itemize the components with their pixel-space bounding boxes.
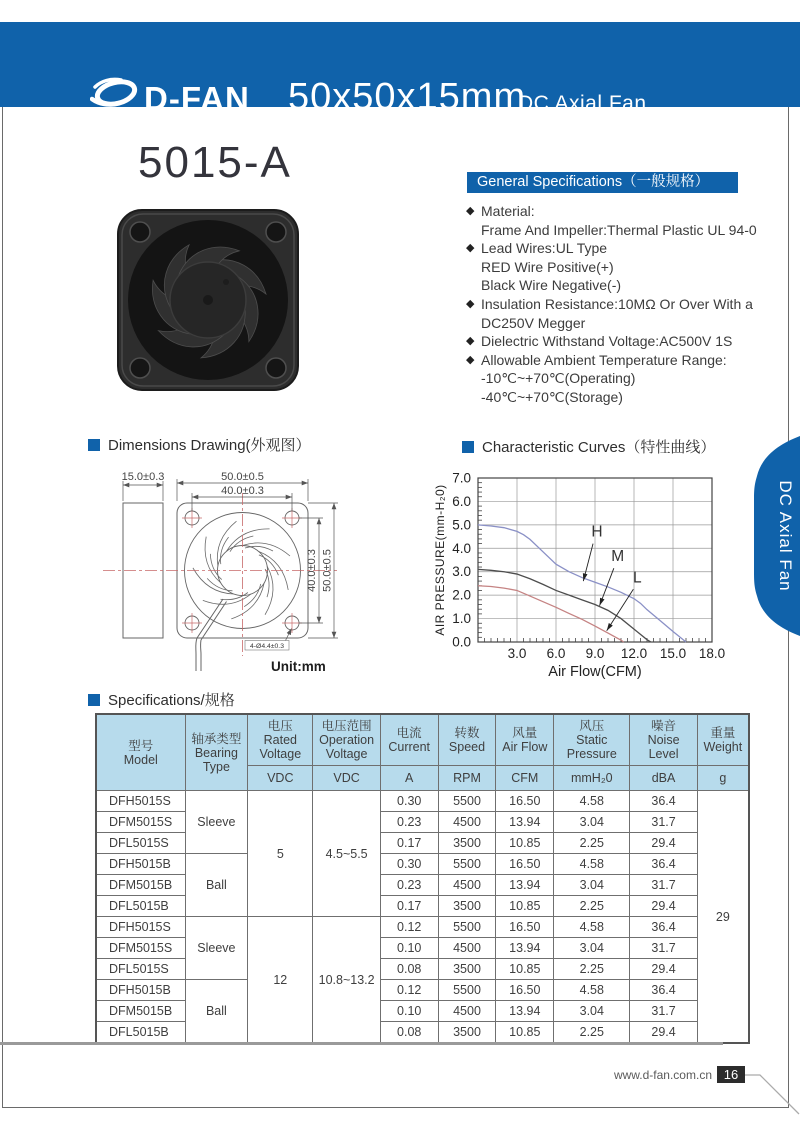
table-cell: 0.30 bbox=[380, 854, 438, 875]
spec-line: ◆ Allowable Ambient Temperature Range: bbox=[466, 351, 727, 368]
chart-gridlines bbox=[478, 478, 712, 642]
table-cell: 29.4 bbox=[630, 896, 697, 917]
svg-text:7.0: 7.0 bbox=[452, 470, 471, 486]
svg-text:6.0: 6.0 bbox=[546, 646, 566, 661]
table-cell: 31.7 bbox=[630, 812, 697, 833]
column-header: 电流 Current bbox=[380, 714, 438, 766]
section-square-icon bbox=[88, 439, 100, 451]
table-cell: 5 bbox=[248, 791, 313, 917]
spec-line: ◆ Material: bbox=[466, 203, 535, 219]
svg-text:3.0: 3.0 bbox=[507, 646, 527, 661]
table-cell: 2.25 bbox=[554, 1022, 630, 1044]
table-cell: 3.04 bbox=[554, 938, 630, 959]
chart-minor-ticks bbox=[478, 483, 706, 642]
section-specifications: Specifications/规格 bbox=[88, 689, 235, 710]
table-row bbox=[96, 980, 749, 1001]
table-cell: 36.4 bbox=[630, 980, 697, 1001]
brand-logo-icon bbox=[90, 74, 142, 110]
table-cell: 0.23 bbox=[380, 875, 438, 896]
unit-header: g bbox=[697, 766, 749, 791]
unit-header: A bbox=[380, 766, 438, 791]
table-cell: 3500 bbox=[438, 1022, 496, 1044]
page-curl-decoration bbox=[744, 1064, 800, 1124]
spec-line: ◆ Lead Wires:UL Type bbox=[466, 240, 608, 257]
table-cell: 0.08 bbox=[380, 1022, 438, 1044]
table-cell: 31.7 bbox=[630, 938, 697, 959]
footer-rule bbox=[0, 1042, 723, 1045]
table-cell: DFL5015S bbox=[96, 833, 185, 854]
unit-header: RPM bbox=[438, 766, 496, 791]
table-cell: 0.12 bbox=[380, 917, 438, 938]
spec-line: Frame And Impeller:Thermal Plastic UL 94-0 bbox=[481, 221, 757, 238]
svg-text:18.0: 18.0 bbox=[698, 646, 726, 661]
model-title: 5015-A bbox=[138, 138, 292, 187]
table-cell: 13.94 bbox=[496, 812, 554, 833]
table-cell: 12 bbox=[248, 917, 313, 1044]
table-cell: 5500 bbox=[438, 854, 496, 875]
table-cell: 0.12 bbox=[380, 980, 438, 1001]
table-cell: DFM5015S bbox=[96, 812, 185, 833]
table-cell: 29.4 bbox=[630, 833, 697, 854]
table-cell: 16.50 bbox=[496, 980, 554, 1001]
table-cell: 10.85 bbox=[496, 1022, 554, 1044]
table-cell: 5500 bbox=[438, 791, 496, 812]
fan-product-photo bbox=[116, 206, 300, 399]
table-cell: 10.85 bbox=[496, 959, 554, 980]
table-cell: 4.5~5.5 bbox=[313, 791, 380, 917]
table-cell: 36.4 bbox=[630, 917, 697, 938]
table-cell: 16.50 bbox=[496, 791, 554, 812]
table-cell: DFH5015S bbox=[96, 791, 185, 812]
column-header: 电压 Rated Voltage bbox=[248, 714, 313, 766]
table-body bbox=[96, 791, 749, 1044]
table-cell: 3500 bbox=[438, 959, 496, 980]
table-cell: 4500 bbox=[438, 812, 496, 833]
table-cell: 0.10 bbox=[380, 938, 438, 959]
table-cell: 4.58 bbox=[554, 917, 630, 938]
spec-line: RED Wire Positive(+) bbox=[481, 258, 614, 275]
table-cell: 0.30 bbox=[380, 791, 438, 812]
table-cell: 3500 bbox=[438, 896, 496, 917]
table-cell: 16.50 bbox=[496, 854, 554, 875]
svg-text:3.0: 3.0 bbox=[452, 564, 471, 580]
table-cell: 0.17 bbox=[380, 896, 438, 917]
spec-line: Black Wire Negative(-) bbox=[481, 277, 622, 294]
table-cell: 29.4 bbox=[630, 959, 697, 980]
brand-name: D-FAN bbox=[144, 80, 250, 117]
table-cell: 10.85 bbox=[496, 833, 554, 854]
table-header bbox=[96, 714, 749, 791]
svg-text:6.0: 6.0 bbox=[452, 493, 471, 509]
table-cell: DFM5015S bbox=[96, 938, 185, 959]
table-cell: 29 bbox=[697, 791, 749, 1044]
table-cell: DFM5015B bbox=[96, 1001, 185, 1022]
spec-line: DC250V Megger bbox=[481, 314, 586, 331]
table-cell: DFL5015S bbox=[96, 959, 185, 980]
page-subtitle: DC Axial Fan bbox=[518, 92, 647, 115]
column-header: 风压 Static Pressure bbox=[554, 714, 630, 766]
svg-text:4.0: 4.0 bbox=[452, 540, 471, 556]
table-cell: 3.04 bbox=[554, 812, 630, 833]
unit-header: dBA bbox=[630, 766, 697, 791]
column-header: 型号 Model bbox=[96, 714, 185, 791]
table-cell: DFL5015B bbox=[96, 1022, 185, 1044]
series-label-L: L bbox=[632, 569, 642, 587]
section-dimensions: Dimensions Drawing(外观图） bbox=[88, 434, 311, 455]
table-cell: 0.10 bbox=[380, 1001, 438, 1022]
table-cell: 10.85 bbox=[496, 896, 554, 917]
table-cell: DFL5015B bbox=[96, 896, 185, 917]
spec-line: ◆ Insulation Resistance:10MΩ Or Over With a bbox=[466, 295, 753, 312]
table-cell: 13.94 bbox=[496, 875, 554, 896]
table-cell: DFM5015B bbox=[96, 875, 185, 896]
page-title: 50x50x15mm bbox=[288, 76, 527, 118]
table-cell: 36.4 bbox=[630, 791, 697, 812]
characteristic-curves-chart bbox=[432, 450, 752, 695]
table-cell: 0.23 bbox=[380, 812, 438, 833]
svg-text:2.0: 2.0 bbox=[452, 587, 471, 603]
spec-line: ◆ Dielectric Withstand Voltage:AC500V 1S bbox=[466, 333, 733, 350]
column-header: 轴承类型 Bearing Type bbox=[185, 714, 248, 791]
diamond-bullet-icon: ◆ bbox=[466, 242, 475, 255]
general-specs-header: General Specifications（一般规格） bbox=[467, 172, 738, 193]
page-number-badge: 16 bbox=[717, 1066, 745, 1083]
dimensions-drawing bbox=[95, 468, 385, 703]
table-cell: 4500 bbox=[438, 875, 496, 896]
unit-header: VDC bbox=[248, 766, 313, 791]
unit-header: mmH₂0 bbox=[554, 766, 630, 791]
table-cell: 31.7 bbox=[630, 1001, 697, 1022]
svg-text:12.0: 12.0 bbox=[620, 646, 648, 661]
table-cell: Ball bbox=[185, 980, 248, 1044]
column-header: 噪音 Noise Level bbox=[630, 714, 697, 766]
dim-hole-pitch: 40.0±0.3 bbox=[221, 485, 264, 497]
column-header: 电压范围 Operation Voltage bbox=[313, 714, 380, 766]
specifications-table bbox=[95, 713, 750, 1044]
svg-text:5.0: 5.0 bbox=[452, 517, 471, 533]
dim-height-outer: 50.0±0.5 bbox=[321, 549, 334, 592]
table-row bbox=[96, 854, 749, 875]
table-cell: 2.25 bbox=[554, 896, 630, 917]
diamond-bullet-icon: ◆ bbox=[466, 353, 475, 366]
svg-text:9.0: 9.0 bbox=[585, 646, 605, 661]
table-cell: 29.4 bbox=[630, 1022, 697, 1044]
table-cell: 2.25 bbox=[554, 959, 630, 980]
table-row bbox=[96, 791, 749, 812]
table-cell: DFH5015B bbox=[96, 980, 185, 1001]
chart-series-L bbox=[478, 569, 642, 642]
table-cell: 4.58 bbox=[554, 980, 630, 1001]
side-tab-label: DC Axial Fan bbox=[776, 480, 795, 592]
diamond-bullet-icon: ◆ bbox=[466, 297, 475, 310]
table-cell: 4500 bbox=[438, 938, 496, 959]
side-tab bbox=[754, 436, 800, 636]
table-cell: 4500 bbox=[438, 1001, 496, 1022]
table-cell: 4.58 bbox=[554, 854, 630, 875]
table-cell: 31.7 bbox=[630, 875, 697, 896]
table-cell: DFH5015S bbox=[96, 917, 185, 938]
table-cell: 13.94 bbox=[496, 1001, 554, 1022]
diamond-bullet-icon: ◆ bbox=[466, 205, 475, 217]
table-row bbox=[96, 917, 749, 938]
table-cell: Sleeve bbox=[185, 917, 248, 980]
page-border-bottom bbox=[2, 1107, 789, 1108]
diamond-bullet-icon: ◆ bbox=[466, 335, 475, 348]
dim-width: 50.0±0.5 bbox=[221, 471, 264, 483]
table-cell: 13.94 bbox=[496, 938, 554, 959]
dim-height-inner: 40.0±0.3 bbox=[306, 549, 318, 592]
table-cell: 36.4 bbox=[630, 854, 697, 875]
table-cell: 0.17 bbox=[380, 833, 438, 854]
column-header: 重量 Weight bbox=[697, 714, 749, 766]
column-header: 风量 Air Flow bbox=[496, 714, 554, 766]
table-cell: Ball bbox=[185, 854, 248, 917]
dim-holes-note: 4-Ø4.4±0.3 bbox=[250, 642, 284, 650]
table-cell: 0.08 bbox=[380, 959, 438, 980]
table-cell: 5500 bbox=[438, 917, 496, 938]
spec-line: -40℃~+70℃(Storage) bbox=[481, 388, 623, 405]
series-label-H: H bbox=[591, 523, 603, 541]
header-bar bbox=[0, 22, 800, 118]
table-cell: 5500 bbox=[438, 980, 496, 1001]
table-cell: 3.04 bbox=[554, 1001, 630, 1022]
table-cell: 2.25 bbox=[554, 833, 630, 854]
dim-thickness: 15.0±0.3 bbox=[121, 471, 165, 483]
spec-line: -10℃~+70℃(Operating) bbox=[481, 370, 636, 387]
table-cell: Sleeve bbox=[185, 791, 248, 854]
chart-series-H bbox=[478, 524, 686, 642]
table-cell: DFH5015B bbox=[96, 854, 185, 875]
table-cell: 3500 bbox=[438, 833, 496, 854]
page-border-left bbox=[2, 107, 3, 1107]
table-cell: 10.8~13.2 bbox=[313, 917, 380, 1044]
svg-text:15.0: 15.0 bbox=[659, 646, 687, 661]
website-text: www.d-fan.com.cn bbox=[613, 1068, 712, 1082]
general-specs-list bbox=[466, 202, 766, 407]
table-cell: 16.50 bbox=[496, 917, 554, 938]
column-header: 转数 Speed bbox=[438, 714, 496, 766]
y-axis-label: AIR PRESSURE(mm-H₂0) bbox=[433, 484, 447, 636]
table-cell: 4.58 bbox=[554, 791, 630, 812]
svg-text:0.0: 0.0 bbox=[452, 634, 471, 650]
x-axis-label: Air Flow(CFM) bbox=[548, 664, 642, 680]
table-cell: 3.04 bbox=[554, 875, 630, 896]
unit-header: CFM bbox=[496, 766, 554, 791]
svg-text:1.0: 1.0 bbox=[452, 611, 471, 627]
series-label-M: M bbox=[611, 548, 625, 566]
unit-label: Unit:mm bbox=[271, 659, 326, 674]
unit-header: VDC bbox=[313, 766, 380, 791]
section-curves: Characteristic Curves（特性曲线） bbox=[462, 436, 715, 457]
